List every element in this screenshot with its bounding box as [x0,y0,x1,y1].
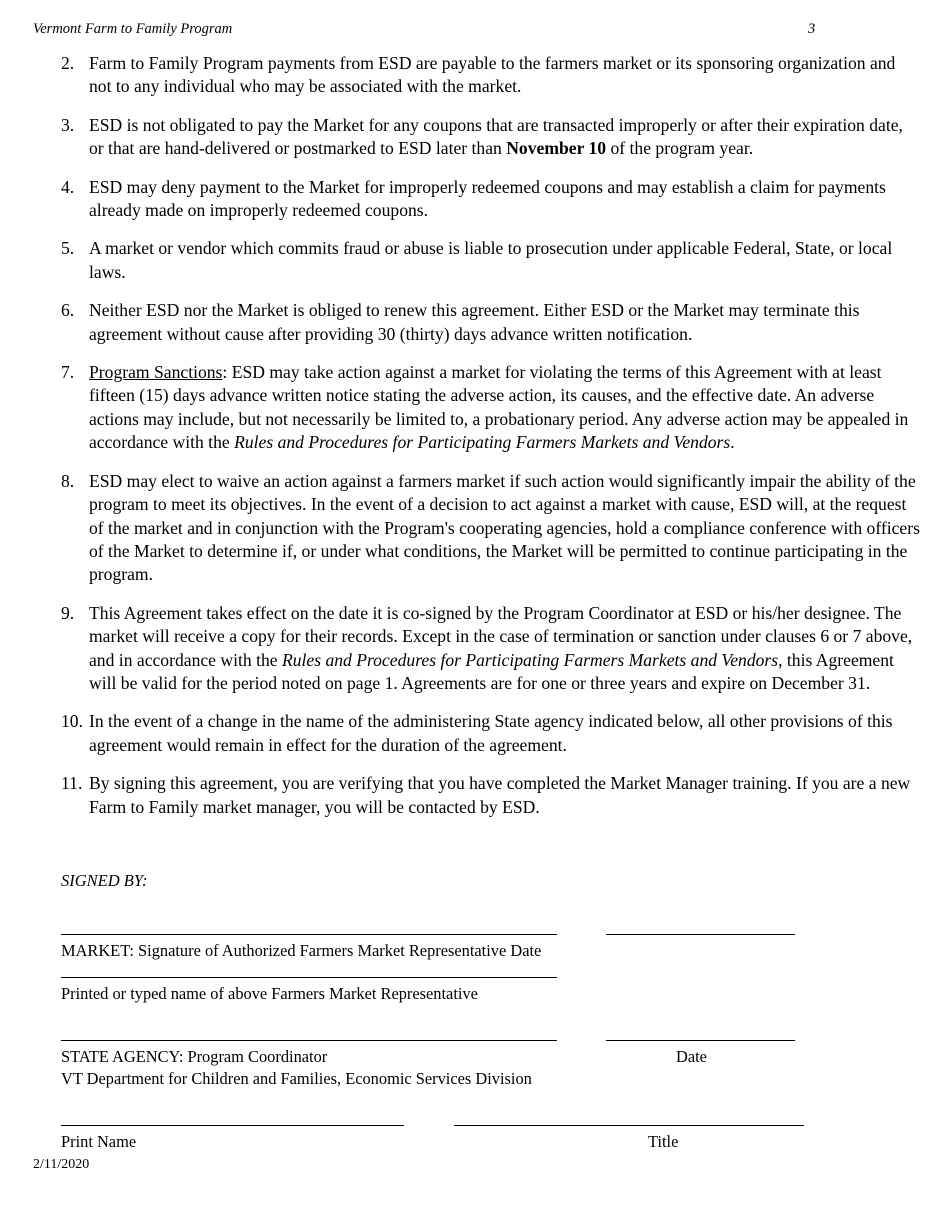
clause-text [89,176,921,223]
clause-text-run: . [730,432,735,453]
footer-date: 2/11/2020 [33,1157,90,1172]
clause-item [61,710,921,757]
market-signature-label: MARKET: Signature of Authorized Farmers Market Representative Date [61,941,542,960]
clause-text [89,114,921,161]
clause-item [61,470,921,587]
clause-item [61,237,921,284]
clause-number: 6. [61,300,75,321]
clause-text-run: By signing this agreement, you are verifying that you have completed the Market Manager training. If you are a new Farm to Family market manager, you will be contacted by ESD. [89,773,911,817]
clause-text-run: ESD may deny payment to the Market for improperly redeemed coupons and may establish a claim for payments already made on improperly redeemed coupons. [89,176,886,221]
clause-text-run: , this Agreement will be valid for the period noted on page 1. Agreements are for one or three years and expire on December 31. [89,649,894,693]
market-printed-name-label: Printed or typed name of above Farmers Market Representative [61,984,478,1003]
clause-text [89,299,921,346]
clause-text-run: In the event of a change in the name of the administering State agency indicated below, all other provisions of this agreement would remain in effect for the duration of the agreement. [89,711,893,755]
clause-item [61,176,921,223]
state-date-label: Date [676,1047,707,1066]
state-department-label: VT Department for Children and Families, Economic Services Division [61,1069,532,1088]
clause-text-run: ESD is not obligated to pay the Market for any coupons that are transacted improperly or after their expiration date, or that are hand-delivered or postmarked to ESD later than [89,114,903,159]
clause-text-run: : ESD may take action against a market for violating the terms of this Agreement with at least fifteen (15) days advance written notice stating the adverse action, its causes, and the effective date. An adverse actions may include, but not necessarily be limited to, a probationary period. Any adverse action may be appealed in accordance with the [89,362,909,453]
clause-number: 5. [61,238,75,259]
clause-text-run: ESD may elect to waive an action against a farmers market if such action would significantly impair the ability of the program to meet its objectives. In the event of a decision to act against a market with cause, ESD will, at the request of the market and in conjunction with the Program's cooperating agencies, hold a compliance conference with officers of the Market to determine if, or under what conditions, the Market will be permitted to continue participating in the program. [89,470,920,585]
clause-text [89,52,921,99]
clause-text-run: Farm to Family Program payments from ESD are payable to the farmers market or its sponsoring organization and not to any individual who may be associated with the market. [89,53,896,97]
clause-item [61,602,921,696]
clause-number: 10. [61,711,83,732]
clause-number: 3. [61,114,75,135]
clause-number: 8. [61,470,75,491]
clause-number: 11. [61,773,83,794]
market-date-line[interactable] [606,934,795,935]
clause-item [61,772,921,819]
header-program: Vermont Farm to Family Program [33,21,233,37]
agreement-clauses [61,52,921,819]
clause-text [89,602,921,696]
title-label: Title [648,1132,679,1151]
clause-text [89,361,921,455]
bold-text: November 10 [506,138,607,159]
italic-text: Rules and Procedures for Participating Farmers Markets and Vendors [234,432,731,453]
state-signature-line[interactable] [61,1040,557,1041]
clause-number: 2. [61,53,75,73]
print-name-label: Print Name [61,1132,137,1151]
clause-item [61,299,921,346]
market-printed-name-line[interactable] [61,977,557,978]
clause-text-run: This Agreement takes effect on the date it is co-signed by the Program Coordinator at ESD or his/her designee. The market will receive a copy for their records. Except in the case of termination or sanction under clauses 6 or 7 above, and in accordance with the [89,602,913,670]
title-line[interactable] [454,1125,804,1126]
state-agency-label: STATE AGENCY: Program Coordinator [61,1047,328,1066]
clause-number: 9. [61,602,75,623]
clause-text [89,470,921,587]
clause-number: 4. [61,176,75,197]
italic-text: Rules and Procedures for Participating Farmers Markets and Vendors [281,649,779,670]
clause-text-run: A market or vendor which commits fraud or abuse is liable to prosecution under applicable Federal, State, or local laws. [89,238,893,282]
clause-text-run: of the program year. [606,138,754,159]
print-name-line[interactable] [61,1125,404,1126]
clause-text [89,772,921,819]
page-number: 3 [808,21,816,37]
clause-text-run: Neither ESD nor the Market is obliged to renew this agreement. Either ESD or the Market may terminate this agreement without cause after providing 30 (thirty) days advance written notification. [89,300,860,344]
underlined-heading: Program Sanctions [89,362,223,383]
clause-item [61,361,921,455]
clause-number: 7. [61,362,75,383]
market-signature-line[interactable] [61,934,557,935]
clause-item [61,114,921,161]
clause-text [89,237,921,284]
signed-by-heading: SIGNED BY: [61,871,148,890]
state-date-line[interactable] [606,1040,795,1041]
clause-text [89,710,921,757]
clause-item [61,52,921,99]
